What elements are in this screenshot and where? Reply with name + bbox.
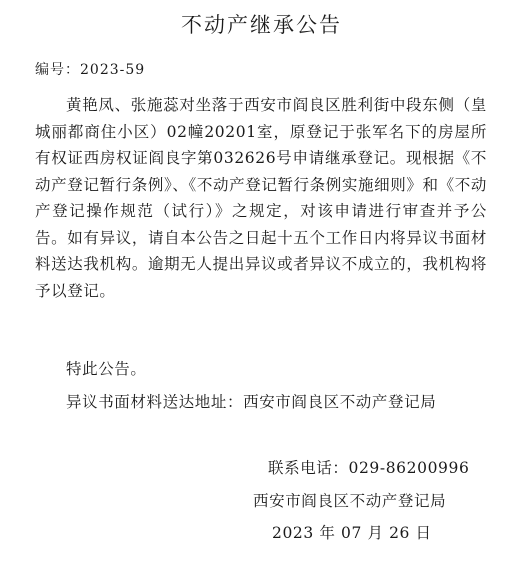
objection-address: 异议书面材料送达地址：西安市阎良区不动产登记局 — [66, 393, 437, 411]
notice-body: 黄艳凤、张施蕊对坐落于西安市阎良区胜利街中段东侧（皇城丽都商住小区）02幢20201室，原登记于张军名下的房屋所有权证西房权证阎良字第032626号申请继承登记。现根据《不动产登记暂行条例》、《不动产登记暂行条例实施细则》和《不动产登记操作规范（试行）》之规定，对该申请进行审查并予公告。如有异议，请自本公告之日起十五个工作日内将异议书面材料送达我机构。逾期无人提出异议或者异议不成立的，我机构将予以登记。 — [35, 96, 487, 300]
issuing-office: 西安市阎良区不动产登记局 — [253, 492, 447, 510]
issue-date: 2023 年 07 月 26 日 — [272, 524, 432, 542]
document-number: 编号：2023-59 — [35, 62, 146, 78]
contact-phone: 联系电话：029-86200996 — [268, 459, 470, 477]
notice-title: 不动产继承公告 — [181, 13, 342, 37]
closing-remark: 特此公告。 — [66, 360, 147, 378]
